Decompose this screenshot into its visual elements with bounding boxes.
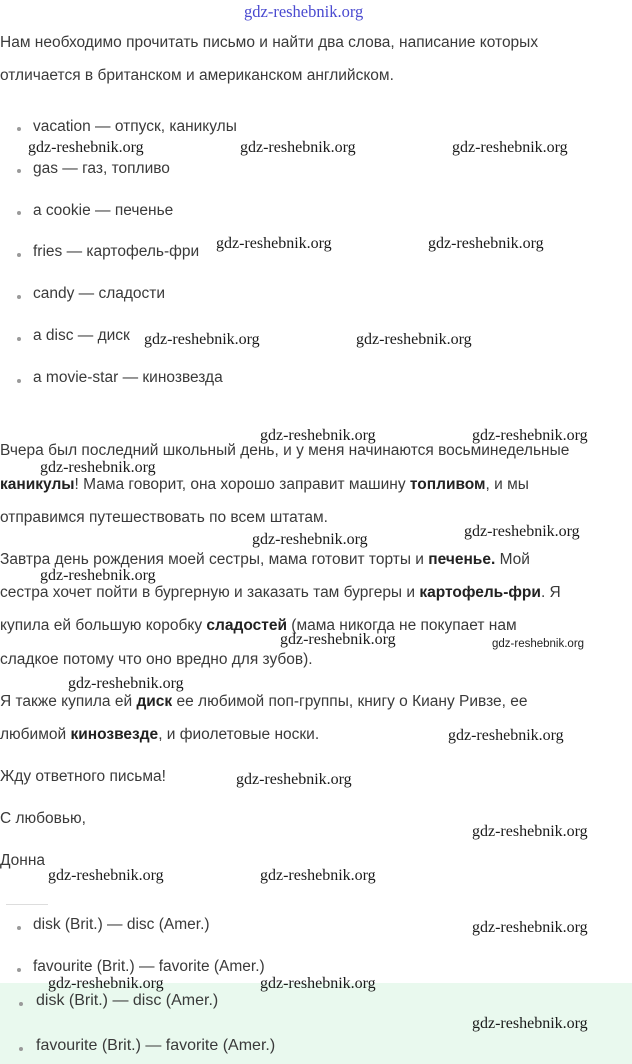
vocab-item: gas — газ, топливо <box>33 160 170 177</box>
highlighted-answer-item: disk (Brit.) — disc (Amer.) <box>36 992 219 1009</box>
letter-line: Я также купила ей диск ее любимой поп-группы, книгу о Киану Ривзе, ее <box>0 693 528 710</box>
watermark: gdz-reshebnik.org <box>48 975 164 992</box>
watermark: gdz-reshebnik.org <box>428 235 544 252</box>
watermark: gdz-reshebnik.org <box>356 331 472 348</box>
list-bullet <box>19 1002 23 1006</box>
watermark: gdz-reshebnik.org <box>40 567 156 584</box>
letter-line: любимой кинозвезде, и фиолетовые носки. <box>0 726 320 743</box>
list-bullet <box>17 211 21 215</box>
watermark: gdz-reshebnik.org <box>280 631 396 648</box>
list-bullet <box>17 968 21 972</box>
vocab-item: vacation — отпуск, каникулы <box>33 118 237 135</box>
watermark: gdz-reshebnik.org <box>40 459 156 476</box>
watermark-top: gdz-reshebnik.org <box>244 2 364 21</box>
list-bullet <box>17 253 21 257</box>
watermark: gdz-reshebnik.org <box>472 919 588 936</box>
watermark: gdz-reshebnik.org <box>252 531 368 548</box>
vocab-item: candy — сладости <box>33 285 166 302</box>
letter-line: С любовью, <box>0 810 86 827</box>
vocab-item: a movie-star — кинозвезда <box>33 369 223 386</box>
list-bullet <box>19 1047 23 1051</box>
watermark: gdz-reshebnik.org <box>216 235 332 252</box>
watermark: gdz-reshebnik.org <box>452 139 568 156</box>
watermark: gdz-reshebnik.org <box>260 427 376 444</box>
list-bullet <box>17 127 21 131</box>
letter-line: отправимся путешествовать по всем штатам. <box>0 509 328 526</box>
highlighted-answer-item: favourite (Brit.) — favorite (Amer.) <box>36 1037 276 1054</box>
watermark: gdz-reshebnik.org <box>492 638 585 650</box>
letter-line: Жду ответного письма! <box>0 768 166 785</box>
watermark: gdz-reshebnik.org <box>260 975 376 992</box>
intro-line-2: отличается в британском и американском английском. <box>0 67 394 84</box>
letter-line: Завтра день рождения моей сестры, мама готовит торты и печенье. Мой <box>0 551 530 568</box>
answer-item: favourite (Brit.) — favorite (Amer.) <box>33 958 265 975</box>
watermark: gdz-reshebnik.org <box>28 139 144 156</box>
letter-line: сладкое потому что оно вредно для зубов). <box>0 651 313 668</box>
list-bullet <box>17 337 21 341</box>
list-bullet <box>17 926 21 930</box>
watermark: gdz-reshebnik.org <box>472 1015 588 1032</box>
vocab-item: fries — картофель-фри <box>33 243 200 260</box>
watermark: gdz-reshebnik.org <box>240 139 356 156</box>
letter-line: Вчера был последний школьный день, и у меня начинаются восьминедельные <box>0 442 570 459</box>
vocab-item: a disc — диск <box>33 327 130 344</box>
letter-line: купила ей большую коробку сладостей (мама никогда не покупает нам <box>0 617 517 634</box>
watermark: gdz-reshebnik.org <box>472 427 588 444</box>
list-bullet <box>17 379 21 383</box>
watermark: gdz-reshebnik.org <box>48 867 164 884</box>
watermark: gdz-reshebnik.org <box>464 523 580 540</box>
answer-item: disk (Brit.) — disc (Amer.) <box>33 916 210 933</box>
intro-line-1: Нам необходимо прочитать письмо и найти два слова, написание которых <box>0 34 539 51</box>
separator-line <box>6 904 48 905</box>
letter-line: каникулы! Мама говорит, она хорошо заправит машину топливом, и мы <box>0 476 529 493</box>
list-bullet <box>17 295 21 299</box>
watermark: gdz-reshebnik.org <box>68 675 184 692</box>
watermark: gdz-reshebnik.org <box>448 727 564 744</box>
letter-line: сестра хочет пойти в бургерную и заказать там бургеры и картофель-фри. Я <box>0 584 561 601</box>
watermark: gdz-reshebnik.org <box>260 867 376 884</box>
watermark: gdz-reshebnik.org <box>472 823 588 840</box>
list-bullet <box>17 169 21 173</box>
vocab-item: a cookie — печенье <box>33 202 174 219</box>
watermark: gdz-reshebnik.org <box>236 771 352 788</box>
letter-signature: Донна <box>0 852 46 869</box>
watermark: gdz-reshebnik.org <box>144 331 260 348</box>
